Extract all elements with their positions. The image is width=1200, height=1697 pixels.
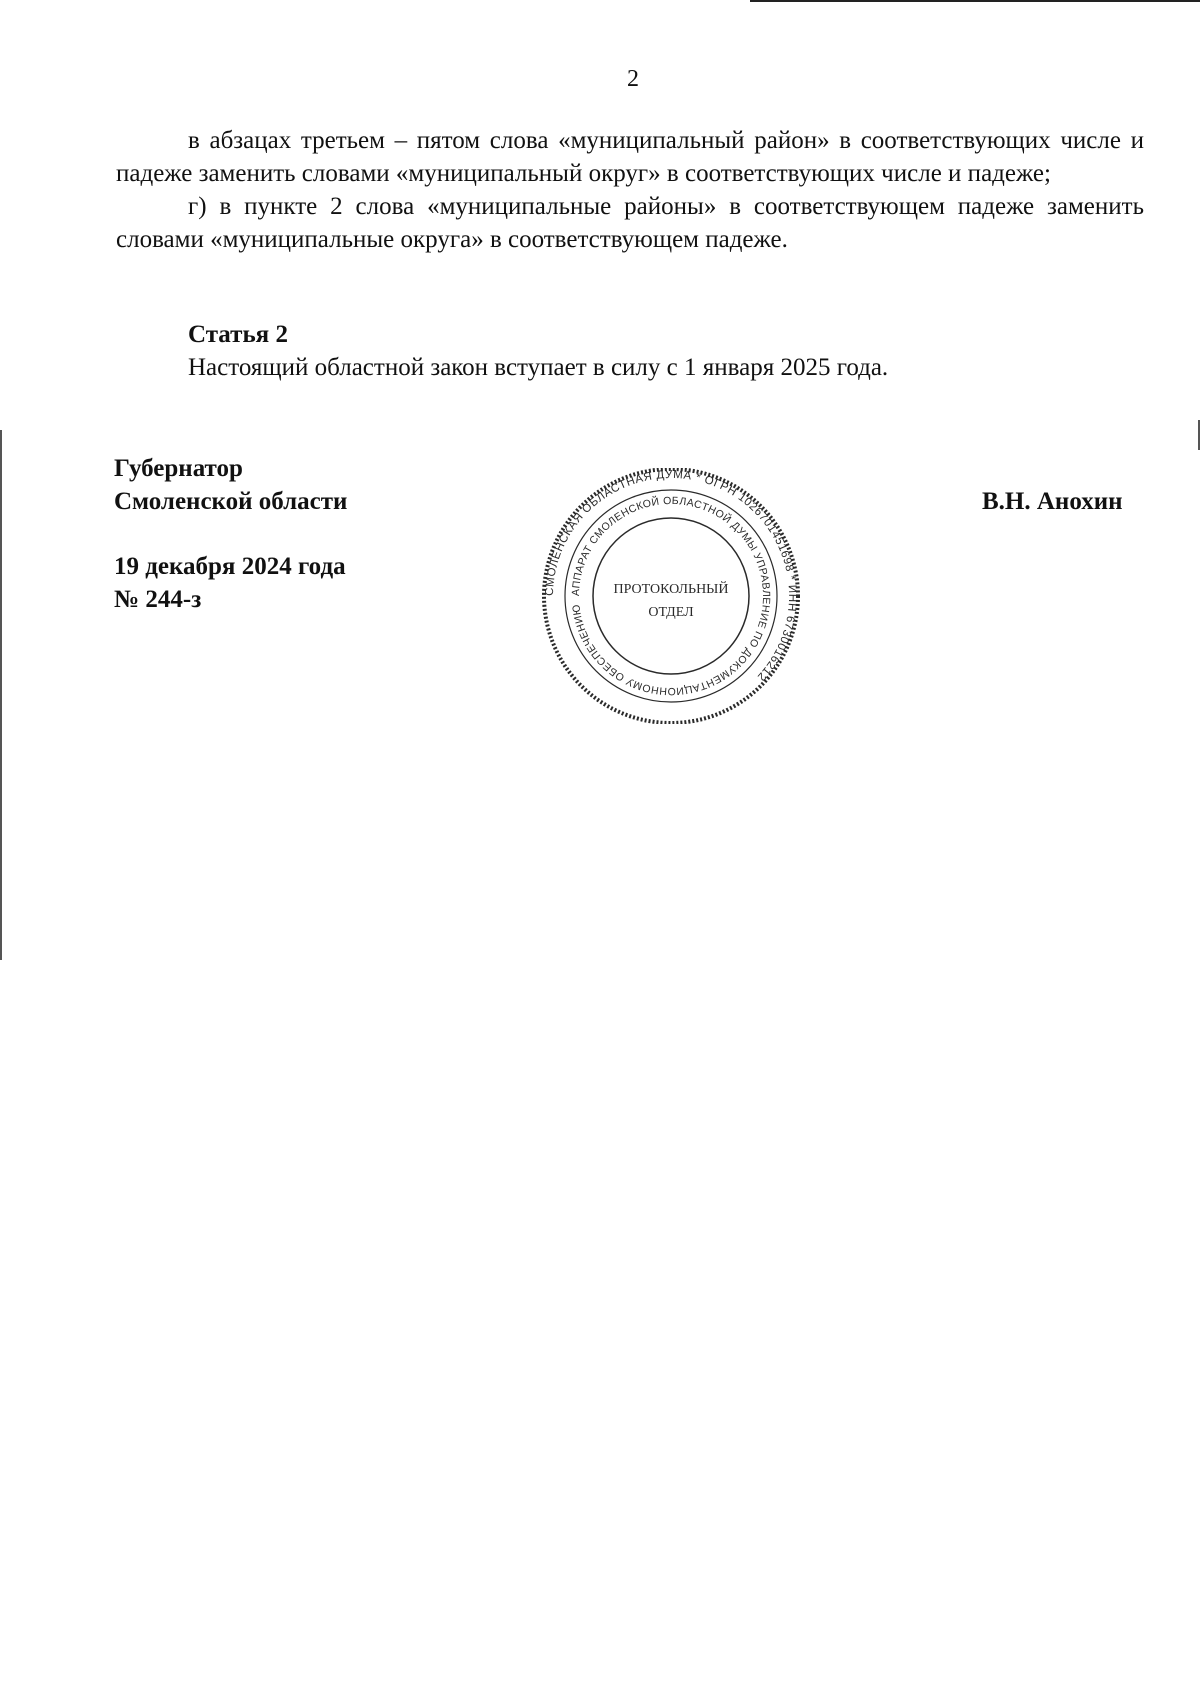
signer-name: В.Н. Анохин: [982, 488, 1123, 515]
seal-center-line2: ОТДЕЛ: [648, 605, 694, 620]
page-number: 2: [627, 66, 639, 92]
article-text: Настоящий областной закон вступает в силу с 1 января 2025 года.: [188, 354, 889, 381]
document-date: 19 декабря 2024 года: [114, 553, 346, 580]
paragraph-punkt-g: г) в пункте 2 слова «муниципальные районы» в соответствующем падеже заменить словами «муниципальные округа» в соответствующем падеже.: [116, 193, 1144, 253]
document-date-block: [114, 550, 346, 616]
paragraph-abzats: в абзацах третьем – пятом слова «муниципальный район» в соответствующих числе и падеже заменить словами «муниципальный округ» в соответствующих числе и падеже;: [116, 127, 1144, 187]
scan-edge-top: [750, 0, 1200, 2]
signer-position: [114, 452, 347, 518]
document-number: № 244-з: [114, 586, 202, 613]
seal-outer-ring-text: СМОЛЕНСКАЯ ОБЛАСТНАЯ ДУМА * ОГРН 1026701451698 * ИНН 6730016212: [543, 468, 799, 684]
seal-inner-ring-text: АППАРАТ СМОЛЕНСКОЙ ОБЛАСТНОЙ ДУМЫ УПРАВЛЕНИЕ ПО ДОКУМЕНТАЦИОННОМУ ОБЕСПЕЧЕНИЮ: [569, 494, 773, 698]
official-seal: [536, 468, 806, 724]
article-2: [188, 318, 888, 384]
article-title: Статья 2: [188, 321, 288, 348]
document-body: [116, 124, 1144, 256]
signer-position-line1: Губернатор: [114, 455, 243, 482]
signer-position-line2: Смоленской области: [114, 488, 348, 515]
seal-center-line1: ПРОТОКОЛЬНЫЙ: [613, 582, 729, 597]
scan-edge-left: [0, 430, 2, 960]
